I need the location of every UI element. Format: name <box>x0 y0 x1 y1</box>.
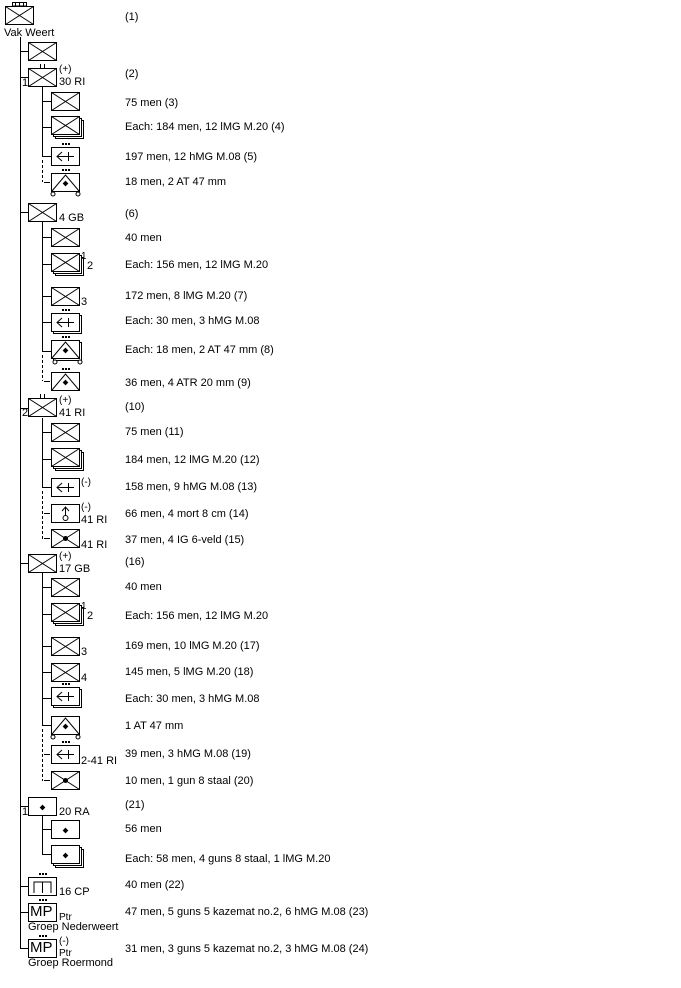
u21-num: 1 <box>22 806 29 818</box>
u18-desc: 145 men, 5 lMG M.20 (18) <box>125 666 254 678</box>
u19-label: 2-41 RI <box>81 755 118 767</box>
u15-label: 41 RI <box>81 539 108 551</box>
hq-symbol <box>29 43 57 61</box>
u17-desc: 169 men, 10 lMG M.20 (17) <box>125 640 260 652</box>
u23-sub: Groep Nederweert <box>28 921 119 933</box>
u9-desc: 36 men, 4 ATR 20 mm (9) <box>125 377 251 389</box>
u14-mod: (-) <box>81 502 91 513</box>
u7b-desc: Each: 30 men, 3 hMG M.08 <box>125 315 260 327</box>
u15-desc: 37 men, 4 IG 6-veld (15) <box>125 534 245 546</box>
u2-note: (2) <box>125 68 139 80</box>
u15-symbol <box>52 530 80 548</box>
u12-symbol <box>52 449 84 471</box>
u10-note: (10) <box>125 401 145 413</box>
u16-note: (16) <box>125 556 145 568</box>
u2-symbol <box>29 64 57 87</box>
u24-label: Ptr <box>59 948 72 959</box>
u16b-symbol <box>52 604 84 626</box>
u8-symbol <box>52 336 83 364</box>
u21a-desc: 56 men <box>125 823 162 835</box>
u11-symbol <box>52 424 80 442</box>
u2-num: 1 <box>22 77 29 89</box>
page-title: Vak Weert <box>4 27 55 39</box>
u6-note: (6) <box>125 208 139 220</box>
u19-symbol <box>52 741 80 764</box>
u24-sub: Groep Roermond <box>28 957 113 969</box>
u4-symbol <box>52 117 84 139</box>
u22-symbol <box>29 873 57 896</box>
u3-symbol <box>52 93 80 111</box>
u16-label: 17 GB <box>59 563 91 575</box>
u19-desc: 39 men, 3 hMG M.08 (19) <box>125 748 251 760</box>
u6-label: 4 GB <box>59 212 85 224</box>
u21b-symbol <box>52 846 84 868</box>
u14-desc: 66 men, 4 mort 8 cm (14) <box>125 508 249 520</box>
u5-symbol <box>52 143 80 166</box>
u6a-symbol <box>52 229 80 247</box>
u18b-symbol <box>52 683 82 708</box>
u8-desc: Each: 18 men, 2 AT 47 mm (8) <box>125 344 274 356</box>
u9-symbol <box>52 368 80 391</box>
u13-desc: 158 men, 9 hMG M.08 (13) <box>125 481 258 493</box>
u5b-symbol <box>51 169 80 196</box>
u22-label: 16 CP <box>59 886 90 898</box>
u5b-desc: 18 men, 2 AT 47 mm <box>125 176 227 188</box>
u5-desc: 197 men, 12 hMG M.08 (5) <box>125 151 258 163</box>
u6b-num: 1 <box>81 251 87 262</box>
u18-symbol <box>52 664 80 682</box>
u21-note: (21) <box>125 799 145 811</box>
u24-desc: 31 men, 3 guns 5 kazemat no.2, 3 hMG M.08 (24) <box>125 943 369 955</box>
u2-mod: (+) <box>59 64 72 75</box>
u2-label: 30 RI <box>59 76 86 88</box>
mp-label-1: MP <box>30 903 53 920</box>
u22-desc: 40 men (22) <box>125 879 185 891</box>
u6b-symbol <box>52 254 84 276</box>
u18c-symbol <box>51 717 80 740</box>
u21b-desc: Each: 58 men, 4 guns 8 staal, 1 lMG M.20 <box>125 853 331 865</box>
u6b-num2: 2 <box>87 260 94 272</box>
u3-desc: 75 men (3) <box>125 97 179 109</box>
u12-desc: 184 men, 12 lMG M.20 (12) <box>125 454 260 466</box>
u6b-desc: Each: 156 men, 12 lMG M.20 <box>125 259 269 271</box>
u14-label: 41 RI <box>81 514 108 526</box>
u17-symbol <box>52 638 80 656</box>
u18b-desc: Each: 30 men, 3 hMG M.08 <box>125 693 260 705</box>
mp-label-2: MP <box>30 939 53 956</box>
u16-symbol <box>29 555 57 573</box>
u23-label: Ptr <box>59 912 72 923</box>
u7-desc: 172 men, 8 lMG M.20 (7) <box>125 290 248 302</box>
u13-symbol <box>52 479 80 497</box>
u16a-desc: 40 men <box>125 581 162 593</box>
u24-mod: (-) <box>59 936 69 947</box>
u16-mod: (+) <box>59 551 72 562</box>
u20-symbol <box>52 772 80 790</box>
u10-num: 2 <box>22 407 29 419</box>
u16b-num: 1 <box>81 601 87 612</box>
u4-desc: Each: 184 men, 12 lMG M.20 (4) <box>125 121 285 133</box>
u11-desc: 75 men (11) <box>125 426 184 438</box>
u6-symbol <box>29 204 57 222</box>
root-note: (1) <box>125 11 139 23</box>
u10-mod: (+) <box>59 395 72 406</box>
u23-desc: 47 men, 5 guns 5 kazemat no.2, 6 hMG M.08 (23) <box>125 906 369 918</box>
u18c-desc: 1 AT 47 mm <box>125 720 184 732</box>
u7-symbol <box>52 288 80 306</box>
u16b-num2: 2 <box>87 610 94 622</box>
u16b-desc: Each: 156 men, 12 lMG M.20 <box>125 610 269 622</box>
u10-label: 41 RI <box>59 407 86 419</box>
u21-symbol <box>29 798 57 816</box>
u21-label: 20 RA <box>59 806 90 818</box>
u6a-desc: 40 men <box>125 232 162 244</box>
u7-num: 3 <box>81 296 88 308</box>
u7b-symbol <box>52 309 82 334</box>
u18-num: 4 <box>81 672 88 684</box>
u20-desc: 10 men, 1 gun 8 staal (20) <box>125 775 254 787</box>
u10-symbol <box>29 394 57 417</box>
u13-mod: (-) <box>81 477 91 488</box>
u21a-symbol <box>52 821 80 839</box>
u14-symbol <box>52 505 80 523</box>
u16a-symbol <box>52 579 80 597</box>
root-symbol <box>6 3 34 25</box>
u17-num: 3 <box>81 646 88 658</box>
